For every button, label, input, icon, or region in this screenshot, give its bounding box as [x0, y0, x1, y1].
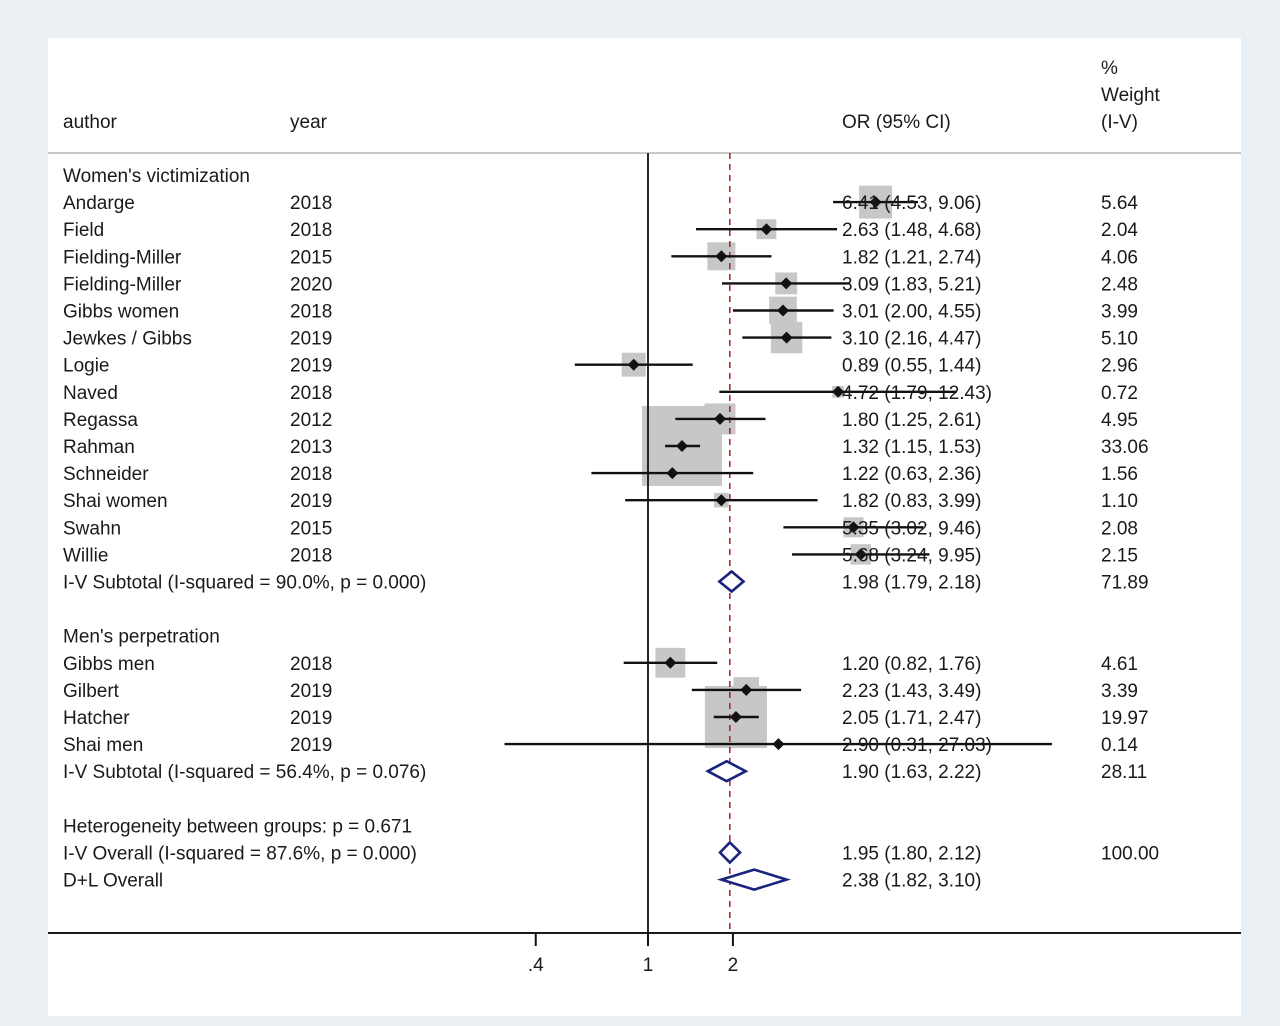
study-weight: 0.14 [1101, 735, 1138, 757]
study-author: Fielding-Miller [63, 247, 182, 269]
subtotal-label: I-V Subtotal (I-squared = 56.4%, p = 0.076) [63, 762, 427, 784]
study-or-ci: 1.80 (1.25, 2.61) [842, 409, 982, 431]
overall-label: I-V Overall (I-squared = 87.6%, p = 0.000) [63, 843, 417, 865]
study-year: 2018 [290, 653, 333, 675]
study-year: 2019 [290, 328, 333, 350]
study-author: Andarge [63, 193, 135, 215]
overall-or-ci: 1.95 (1.80, 2.12) [842, 843, 982, 865]
study-author: Gibbs men [63, 653, 155, 675]
study-weight: 5.64 [1101, 193, 1138, 215]
study-year: 2019 [290, 680, 333, 702]
study-year: 2013 [290, 437, 333, 458]
x-tick-label: .4 [527, 955, 544, 976]
heterogeneity-label: Heterogeneity between groups: p = 0.671 [63, 816, 413, 838]
study-year: 2019 [290, 491, 333, 513]
header-author: author [63, 112, 117, 133]
study-weight: 2.96 [1101, 355, 1138, 377]
study-weight: 4.06 [1101, 247, 1138, 269]
study-year: 2019 [290, 355, 333, 377]
study-or-ci: 1.20 (0.82, 1.76) [842, 653, 982, 675]
study-year: 2019 [290, 735, 333, 757]
study-or-ci: 1.22 (0.63, 2.36) [842, 464, 982, 486]
study-or-ci: 1.32 (1.15, 1.53) [842, 437, 982, 458]
study-year: 2018 [290, 301, 333, 323]
study-weight: 19.97 [1101, 708, 1149, 729]
overall-label: D+L Overall [63, 870, 164, 892]
study-year: 2015 [290, 247, 333, 269]
study-year: 2018 [290, 464, 333, 486]
study-or-ci: 3.10 (2.16, 4.47) [842, 328, 982, 350]
study-or-ci: 1.82 (0.83, 3.99) [842, 491, 982, 513]
study-year: 2018 [290, 382, 333, 404]
study-or-ci: 3.09 (1.83, 5.21) [842, 274, 982, 296]
study-author: Swahn [63, 518, 122, 540]
study-or-ci: 4.72 (1.79, 12.43) [842, 382, 992, 404]
x-tick-label: 1 [642, 955, 654, 976]
study-or-ci: 2.90 (0.31, 27.03) [842, 735, 992, 757]
study-author: Regassa [63, 409, 138, 431]
subtotal-or-ci: 1.90 (1.63, 2.22) [842, 762, 982, 784]
study-or-ci: 3.01 (2.00, 4.55) [842, 301, 982, 323]
study-author: Gibbs women [63, 301, 180, 323]
study-author: Shai men [63, 735, 144, 757]
study-author: Hatcher [63, 708, 130, 729]
study-weight: 2.04 [1101, 220, 1138, 242]
study-weight: 2.08 [1101, 518, 1138, 540]
study-weight: 5.10 [1101, 328, 1138, 350]
study-weight: 2.48 [1101, 274, 1138, 296]
study-weight: 4.61 [1101, 653, 1138, 675]
study-author: Shai women [63, 491, 168, 513]
study-author: Naved [63, 382, 118, 404]
header-weight-line-1: % [1101, 58, 1118, 79]
header-weight-line-2: Weight [1101, 85, 1160, 106]
header-or-ci: OR (95% CI) [842, 112, 951, 133]
study-weight: 0.72 [1101, 382, 1138, 404]
study-weight: 1.56 [1101, 464, 1138, 486]
study-author: Rahman [63, 437, 135, 458]
study-or-ci: 1.82 (1.21, 2.74) [842, 247, 982, 269]
study-author: Field [63, 220, 105, 242]
group-label: Women's victimization [63, 166, 250, 187]
study-weight: 3.39 [1101, 680, 1138, 702]
study-weight: 33.06 [1101, 437, 1149, 458]
study-year: 2019 [290, 708, 333, 729]
study-author: Fielding-Miller [63, 274, 182, 296]
subtotal-label: I-V Subtotal (I-squared = 90.0%, p = 0.000) [63, 572, 427, 594]
study-year: 2020 [290, 274, 333, 296]
study-or-ci: 2.23 (1.43, 3.49) [842, 680, 982, 702]
subtotal-weight: 71.89 [1101, 572, 1149, 594]
study-or-ci: 2.05 (1.71, 2.47) [842, 708, 982, 729]
study-author: Jewkes / Gibbs [63, 328, 192, 350]
study-year: 2018 [290, 220, 333, 242]
header-weight-line-3: (I-V) [1101, 112, 1138, 133]
study-year: 2018 [290, 193, 333, 215]
header-year: year [290, 112, 327, 133]
subtotal-or-ci: 1.98 (1.79, 2.18) [842, 572, 982, 594]
study-or-ci: 5.68 (3.24, 9.95) [842, 545, 982, 567]
study-year: 2018 [290, 545, 333, 567]
study-author: Schneider [63, 464, 149, 486]
study-weight: 4.95 [1101, 409, 1138, 431]
study-or-ci: 2.63 (1.48, 4.68) [842, 220, 982, 242]
study-year: 2012 [290, 409, 333, 431]
study-weight: 1.10 [1101, 491, 1138, 513]
study-weight: 3.99 [1101, 301, 1138, 323]
study-or-ci: 0.89 (0.55, 1.44) [842, 355, 982, 377]
group-label: Men's perpetration [63, 626, 220, 648]
study-or-ci: 6.41 (4.53, 9.06) [842, 193, 982, 215]
study-or-ci: 5.35 (3.02, 9.46) [842, 518, 982, 540]
study-author: Gilbert [63, 680, 119, 702]
subtotal-weight: 28.11 [1101, 762, 1148, 784]
overall-weight: 100.00 [1101, 843, 1160, 865]
study-year: 2015 [290, 518, 333, 540]
study-author: Willie [63, 545, 109, 567]
x-tick-label: 2 [727, 955, 739, 976]
study-weight: 2.15 [1101, 545, 1138, 567]
study-author: Logie [63, 355, 110, 377]
overall-or-ci: 2.38 (1.82, 3.10) [842, 870, 982, 892]
